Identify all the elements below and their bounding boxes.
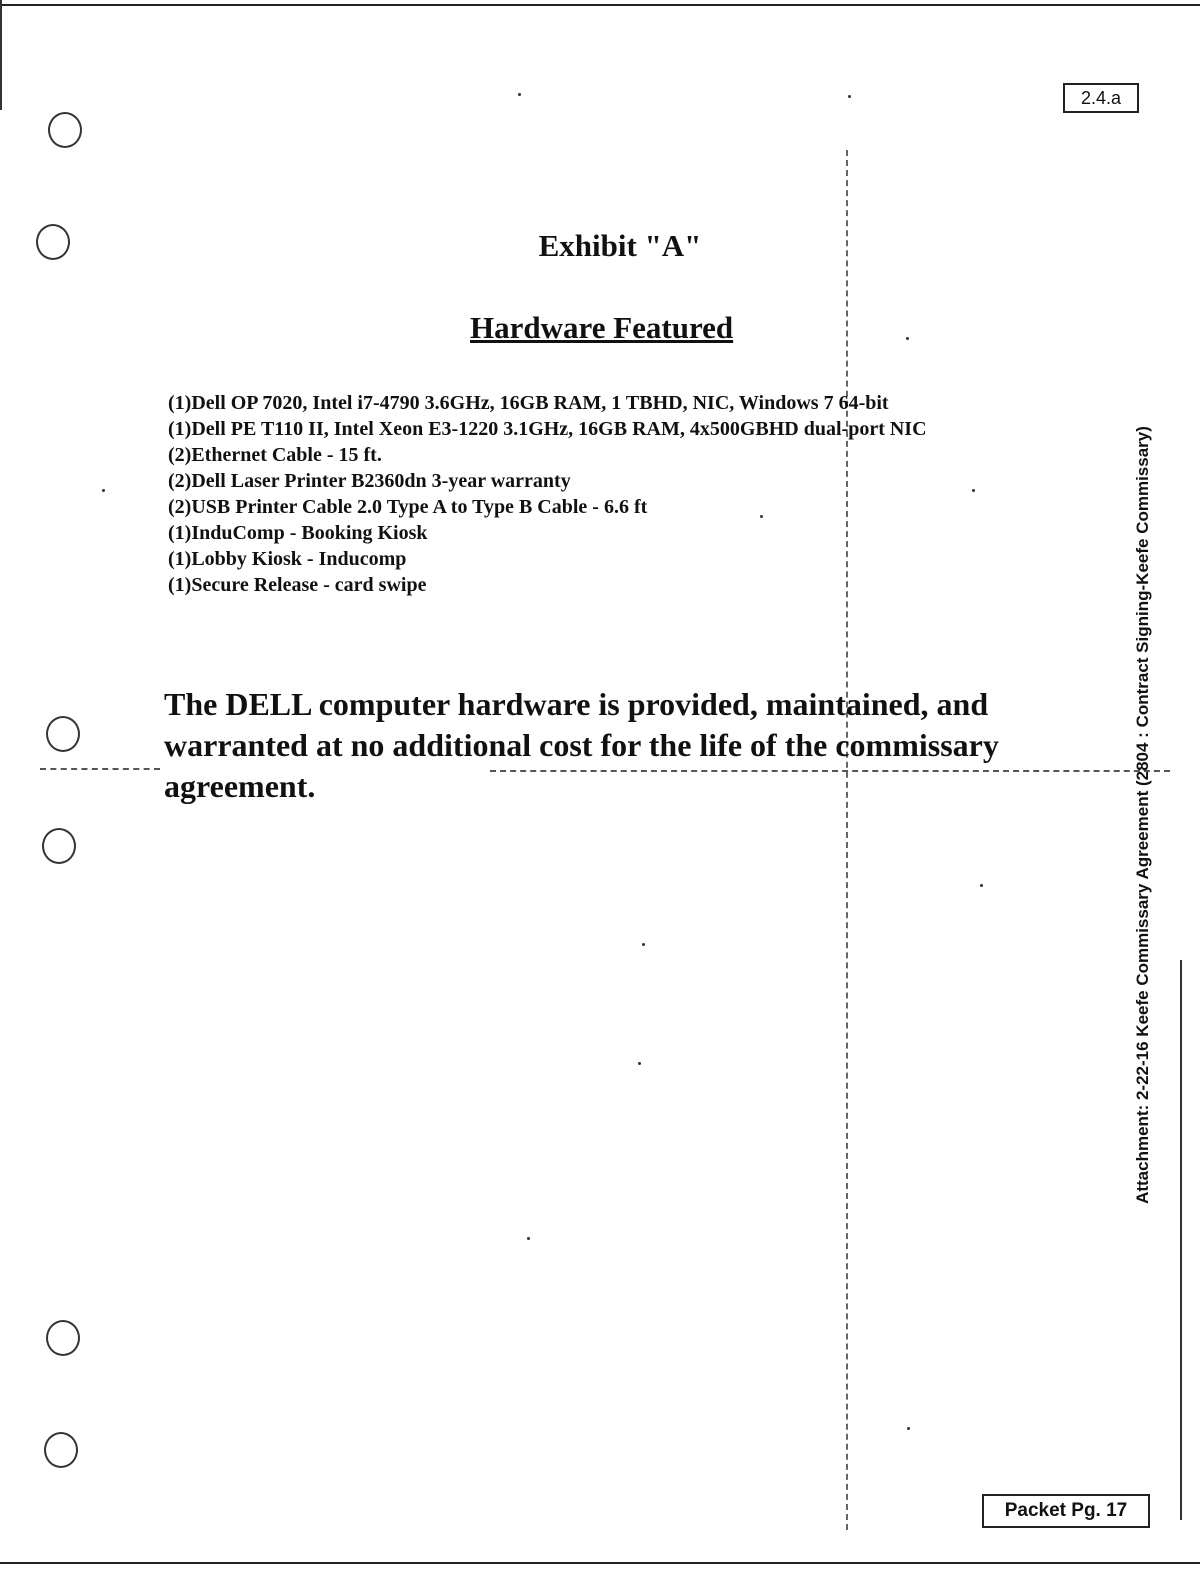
- list-item: (1)Dell PE T110 II, Intel Xeon E3-1220 3.1GHz, 16GB RAM, 4x500GBHD dual-port NIC: [168, 418, 927, 440]
- left-edge-line: [0, 0, 2, 110]
- scan-speck: [907, 1427, 910, 1430]
- punch-hole-icon: [46, 716, 80, 752]
- right-edge-line: [1180, 960, 1182, 1520]
- attachment-side-note: Attachment: 2-22-16 Keefe Commissary Agreement (2804 : Contract Signing-Keefe Commissary): [1133, 426, 1152, 1204]
- top-edge-line: [0, 4, 1200, 6]
- punch-hole-icon: [44, 1432, 78, 1468]
- scan-speck: [518, 93, 521, 96]
- section-title: Hardware Featured: [470, 310, 734, 345]
- list-item: (2)USB Printer Cable 2.0 Type A to Type B Cable - 6.6 ft: [168, 496, 648, 518]
- packet-page-box: Packet Pg. 17: [982, 1494, 1150, 1528]
- scan-speck: [102, 489, 105, 492]
- warranty-statement: The DELL computer hardware is provided, maintained, and warranted at no additional cost for the life of the commissary agreement.: [164, 686, 999, 804]
- list-item: (1)InduComp - Booking Kiosk: [168, 522, 428, 544]
- scan-speck: [527, 1237, 530, 1240]
- list-item: (1)Lobby Kiosk - Inducomp: [168, 548, 407, 570]
- scan-speck: [642, 943, 645, 946]
- scan-speck: [848, 95, 851, 98]
- scan-fold-line: [40, 768, 160, 770]
- list-item: (2)Ethernet Cable - 15 ft.: [168, 444, 382, 466]
- scan-speck: [972, 489, 975, 492]
- list-item: (1)Secure Release - card swipe: [168, 574, 427, 596]
- punch-hole-icon: [48, 112, 82, 148]
- list-item: (1)Dell OP 7020, Intel i7-4790 3.6GHz, 16GB RAM, 1 TBHD, NIC, Windows 7 64-bit: [168, 392, 889, 414]
- page-reference-box: 2.4.a: [1063, 83, 1139, 113]
- list-item: (2)Dell Laser Printer B2360dn 3-year warranty: [168, 470, 571, 492]
- scan-speck: [760, 515, 763, 518]
- scan-fold-line: [846, 150, 848, 1530]
- bottom-edge-line: [0, 1562, 1200, 1564]
- scan-speck: [906, 337, 909, 340]
- scan-speck: [638, 1062, 641, 1065]
- hardware-list: [168, 390, 927, 598]
- scan-speck: [980, 884, 983, 887]
- exhibit-title: Exhibit "A": [538, 228, 702, 263]
- punch-hole-icon: [42, 828, 76, 864]
- punch-hole-icon: [46, 1320, 80, 1356]
